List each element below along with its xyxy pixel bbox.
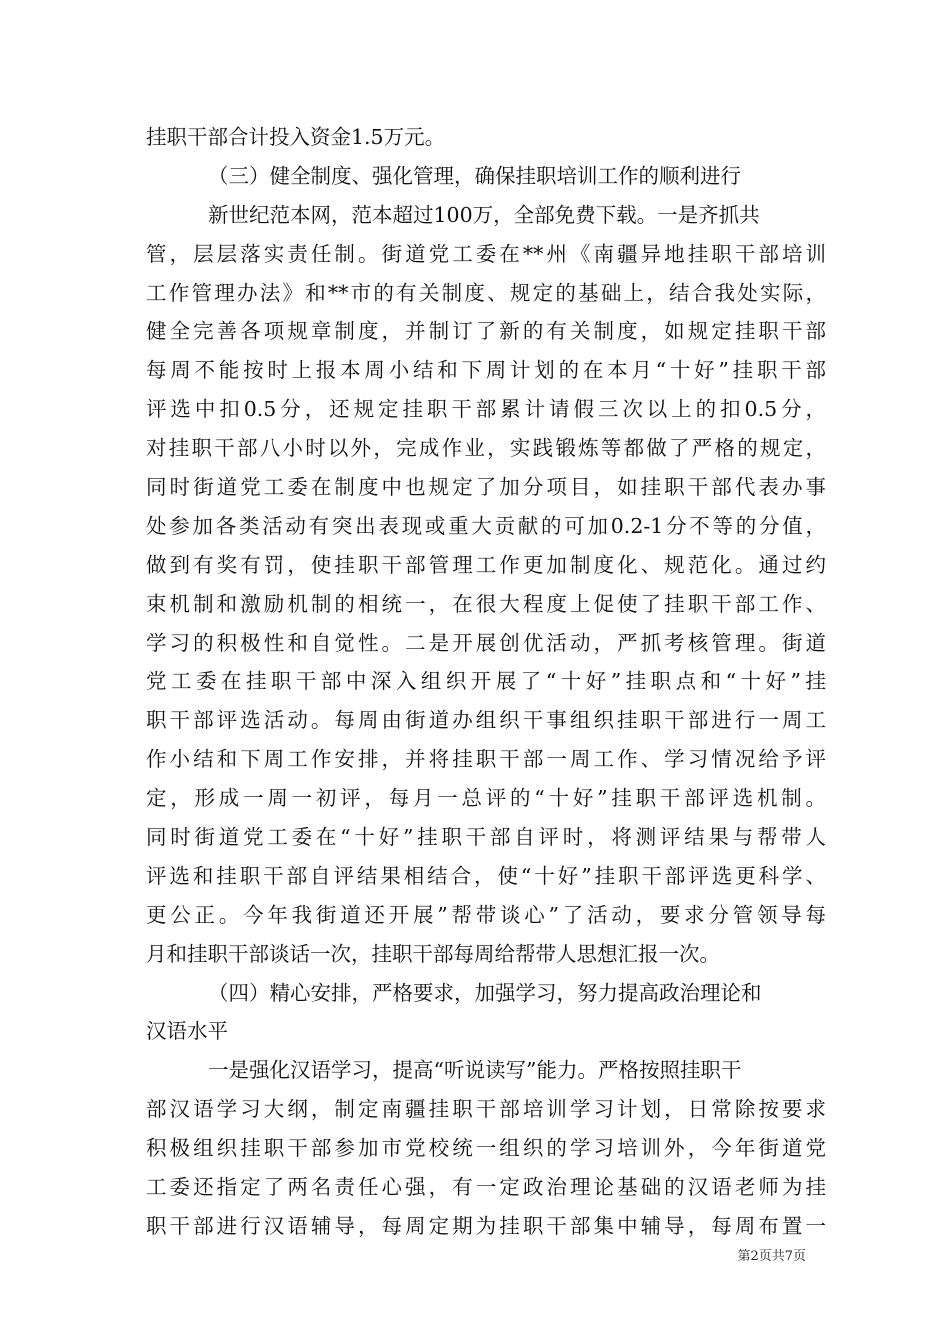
text-line: 管，层层落实责任制。街道党工委在**州《南疆异地挂职干部培训 bbox=[146, 241, 826, 266]
text-line: 挂职干部合计投入资金1.5万元。 bbox=[146, 125, 446, 149]
text-line: 束机制和激励机制的相统一，在很大程度上促使了挂职干部工作、 bbox=[146, 591, 826, 616]
text-line: 健全完善各项规章制度，并制订了新的有关制度，如规定挂职干部 bbox=[146, 319, 826, 344]
text-line: 汉语水平 bbox=[146, 1019, 228, 1044]
text-line: 职干部评选活动。每周由街道办组织干事组织挂职干部进行一周工 bbox=[146, 708, 826, 733]
text-line: 做到有奖有罚，使挂职干部管理工作更加制度化、规范化。通过约 bbox=[146, 552, 826, 577]
text-line: （四）精心安排，严格要求，加强学习，努力提高政治理论和 bbox=[208, 980, 762, 1005]
text-line: 月和挂职干部谈话一次，挂职干部每周给帮带人思想汇报一次。 bbox=[146, 941, 720, 966]
text-line: 党工委在挂职干部中深入组织开展了“十好”挂职点和“十好”挂 bbox=[146, 669, 826, 694]
text-line: 对挂职干部八小时以外，完成作业，实践锻炼等都做了严格的规定， bbox=[146, 436, 826, 461]
text-line: 定，形成一周一初评，每月一总评的“十好”挂职干部评选机制。 bbox=[146, 786, 826, 811]
text-line: 同时街道党工委在“十好”挂职干部自评时，将测评结果与帮带人 bbox=[146, 825, 826, 850]
text-line: 部汉语学习大纲，制定南疆挂职干部培训学习计划，日常除按要求 bbox=[146, 1097, 826, 1122]
text-line: 评选中扣0.5分，还规定挂职干部累计请假三次以上的扣0.5分， bbox=[146, 397, 826, 422]
text-line: 工委还指定了两名责任心强，有一定政治理论基础的汉语老师为挂 bbox=[146, 1175, 826, 1200]
text-line: 更公正。今年我街道还开展”帮带谈心”了活动，要求分管领导每 bbox=[146, 902, 826, 927]
text-line: 职干部进行汉语辅导，每周定期为挂职干部集中辅导，每周布置一 bbox=[146, 1213, 826, 1238]
text-line: 学习的积极性和自觉性。二是开展创优活动，严抓考核管理。街道 bbox=[146, 630, 826, 655]
text-line: （三）健全制度、强化管理，确保挂职培训工作的顺利进行 bbox=[208, 163, 741, 188]
page-number-footer: 第2页共7页 bbox=[737, 1249, 806, 1264]
body-text bbox=[146, 118, 826, 1246]
text-line: 一是强化汉语学习，提高“听说读写”能力。严格按照挂职干 bbox=[208, 1058, 742, 1083]
text-line: 工作管理办法》和**市的有关制度、规定的基础上，结合我处实际， bbox=[146, 280, 826, 305]
text-line: 作小结和下周工作安排，并将挂职干部一周工作、学习情况给予评 bbox=[146, 747, 826, 772]
text-line: 新世纪范本网，范本超过100万，全部免费下载。一是齐抓共 bbox=[208, 202, 760, 227]
text-line: 积极组织挂职干部参加市党校统一组织的学习培训外，今年街道党 bbox=[146, 1136, 826, 1161]
text-line: 处参加各类活动有突出表现或重大贡献的可加0.2-1分不等的分值， bbox=[146, 513, 826, 538]
text-line: 每周不能按时上报本周小结和下周计划的在本月“十好”挂职干部 bbox=[146, 358, 826, 383]
text-line: 评选和挂职干部自评结果相结合，使“十好”挂职干部评选更科学、 bbox=[146, 863, 826, 888]
text-line: 同时街道党工委在制度中也规定了加分项目，如挂职干部代表办事 bbox=[146, 475, 826, 500]
